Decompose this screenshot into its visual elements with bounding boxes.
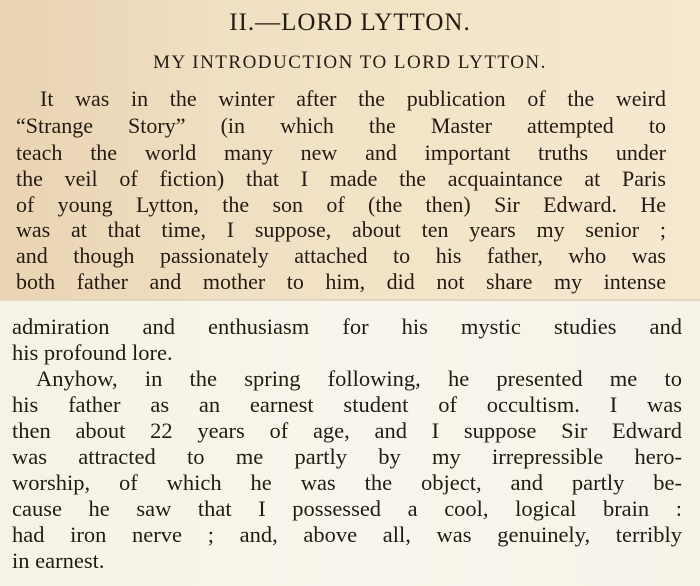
- text-line: had iron nerve ; and, above all, was genuinely, terribly: [12, 522, 682, 547]
- page-divider: [0, 299, 700, 301]
- text-line: was at that time, I suppose, about ten years my senior ;: [16, 217, 666, 242]
- text-line: of young Lytton, the son of (the then) Sir Edward. He: [16, 192, 666, 217]
- text-line: both father and mother to him, did not share my intense: [16, 269, 666, 294]
- chapter-title: II.—LORD LYTTON.: [229, 9, 471, 36]
- text-line: and though passionately attached to his father, who was: [16, 243, 666, 268]
- text-line: his profound lore.: [12, 340, 173, 365]
- text-line: was attracted to me partly by my irrepressible hero-: [12, 444, 682, 469]
- text-line: cause he saw that I possessed a cool, logical brain :: [12, 496, 682, 521]
- text-line: admiration and enthusiasm for his mystic studies and: [12, 314, 682, 339]
- text-line: the veil of fiction) that I made the acquaintance at Paris: [16, 166, 666, 191]
- section-title: MY INTRODUCTION TO LORD LYTTON.: [153, 52, 547, 73]
- text-line: It was in the winter after the publication of the weird: [40, 86, 666, 111]
- text-line: in earnest.: [12, 548, 105, 573]
- text-line: Anyhow, in the spring following, he presented me to: [36, 366, 682, 391]
- text-line: his father as an earnest student of occultism. I was: [12, 392, 682, 417]
- text-line: worship, of which he was the object, and partly be-: [12, 470, 682, 495]
- text-line: “Strange Story” (in which the Master attempted to: [16, 113, 666, 138]
- text-line: teach the world many new and important truths under: [16, 140, 666, 165]
- text-line: then about 22 years of age, and I suppose Sir Edward: [12, 418, 682, 443]
